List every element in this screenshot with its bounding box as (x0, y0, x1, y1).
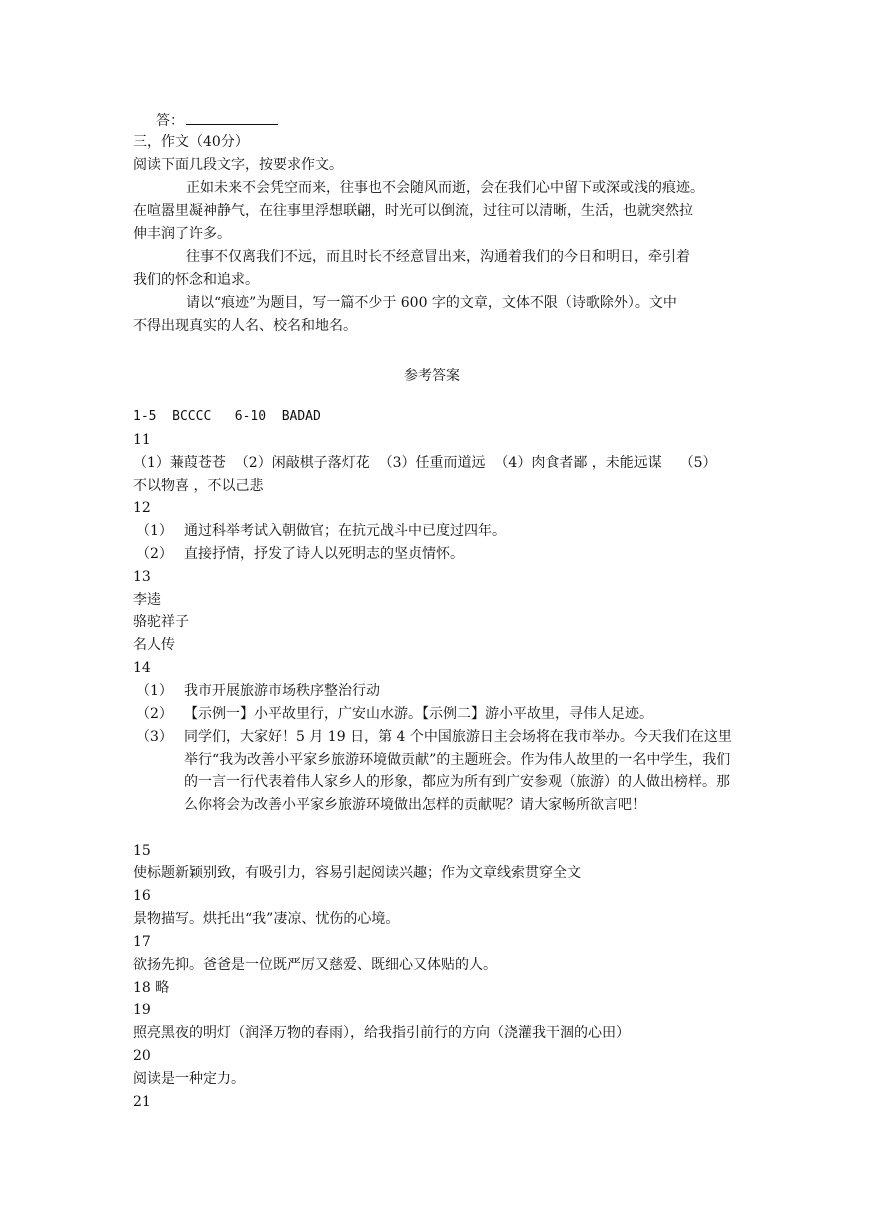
q15-label: 15 (133, 843, 151, 859)
q13-label: 13 (133, 569, 151, 585)
q21-label: 21 (133, 1094, 151, 1110)
essay-para2-line1: 往事不仅离我们不远，而且时长不经意冒出来，沟通着我们的今日和明日，牵引着 (186, 249, 690, 265)
answers-title: 参考答案 (404, 368, 460, 384)
q14-item2-text: 【示例一】小平故里行，广安山水游。【示例二】游小平故里，寻伟人足迹。 (184, 706, 653, 722)
q14-label: 14 (133, 660, 151, 676)
q12-item2-text: 直接抒情，抒发了诗人以死明志的坚贞情怀。 (184, 546, 464, 562)
answer-prompt: 答： (156, 113, 184, 129)
q11-label: 11 (133, 432, 151, 448)
q12-item2-num: （2） (136, 546, 173, 562)
q13-answer1: 李逵 (133, 592, 161, 608)
q19-text: 照亮黑夜的明灯（润泽万物的春雨），给我指引前行的方向（浇灌我干涸的心田） (133, 1025, 630, 1041)
answer-blank (186, 108, 278, 125)
q13-answer2: 骆驼祥子 (133, 614, 189, 630)
q14-item3-text: 同学们，大家好！5 月 19 日，第 4 个中国旅游日主会场将在我市举办。今天我们在这里举行“我为改善小平家乡旅游环境做贡献”的主题班会。作为伟人故里的一名中学生，我们的一言一行代表着伟人家乡人的形象，都应为所有到广安参观（旅游）的人做出榜样。那么你将会为改善小平家乡旅游环境做出怎样的贡献呢？请大家畅所欲言吧！ (184, 729, 732, 813)
q15-text: 使标题新颖别致，有吸引力，容易引起阅读兴趣；作为文章线索贯穿全文 (133, 865, 581, 881)
q19-label: 19 (133, 1002, 151, 1018)
essay-para1-line2: 在喧嚣里凝神静气，在往事里浮想联翩，时光可以倒流，过往可以清晰，生活，也就突然拉 (133, 203, 693, 219)
q18-label: 18 略 (133, 980, 170, 996)
mc-answers: 1-5 BCCCC 6-10 BADAD (133, 409, 321, 424)
q14-item1-num: （1） (136, 683, 173, 699)
essay-heading: 三，作文（40分） (133, 134, 249, 150)
essay-para1-line3: 伸丰润了许多。 (133, 226, 231, 242)
q14-item3-num: （3） (136, 729, 173, 745)
q11-line2: 不以物喜 ，不以己悲 (133, 478, 264, 494)
essay-para2-line2: 我们的怀念和追求。 (133, 272, 259, 288)
q11-line1: （1）蒹葭苍苍 （2）闲敲棋子落灯花 （3）任重而道远 （4）肉食者鄙 ，未能远谋 （5） (133, 455, 717, 471)
q12-item1-num: （1） (136, 523, 173, 539)
q12-item1-text: 通过科举考试入朝做官；在抗元战斗中已度过四年。 (184, 523, 506, 539)
q12-label: 12 (133, 500, 151, 516)
q14-item1-text: 我市开展旅游市场秩序整治行动 (184, 683, 380, 699)
essay-instruction: 阅读下面几段文字，按要求作文。 (133, 157, 343, 173)
essay-para3-line2: 不得出现真实的人名、校名和地名。 (133, 318, 357, 334)
q20-text: 阅读是一种定力。 (133, 1071, 245, 1087)
q17-label: 17 (133, 934, 151, 950)
q16-label: 16 (133, 888, 151, 904)
essay-para3-line1: 请以“痕迹”为题目，写一篇不少于 600 字的文章，文体不限（诗歌除外）。文中 (186, 295, 677, 311)
q14-item2-num: （2） (136, 706, 173, 722)
q20-label: 20 (133, 1048, 151, 1064)
essay-para1-line1: 正如未来不会凭空而来，往事也不会随风而逝，会在我们心中留下或深或浅的痕迹。 (186, 180, 704, 196)
q13-answer3: 名人传 (133, 637, 175, 653)
q16-text: 景物描写。烘托出“我”凄凉、忧伤的心境。 (133, 911, 400, 927)
q17-text: 欲扬先抑。爸爸是一位既严厉又慈爱、既细心又体贴的人。 (133, 957, 497, 973)
answer-line (156, 108, 278, 132)
